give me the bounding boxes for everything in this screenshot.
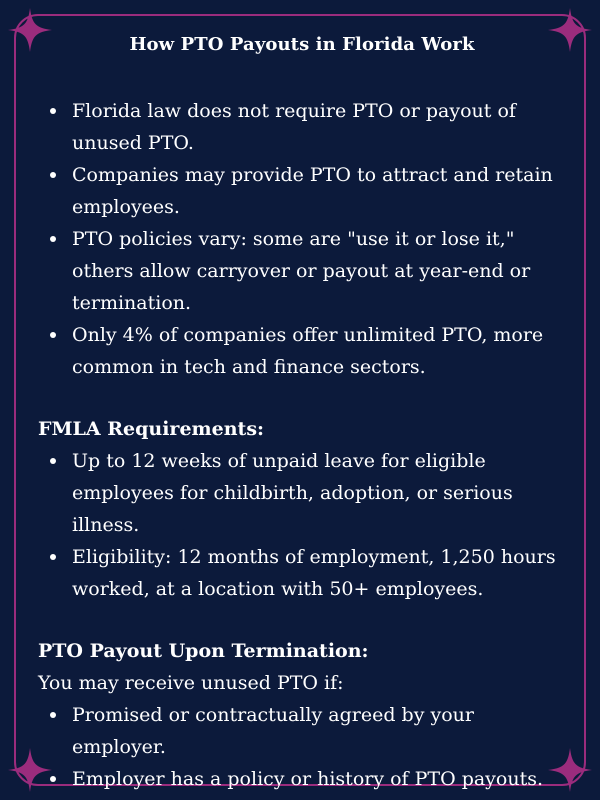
page-title: How PTO Payouts in Florida Work — [129, 34, 475, 55]
section-spacer — [38, 605, 566, 635]
list-item: PTO policies vary: some are "use it or lose it," others allow carryover or payout at year-end or termination. — [72, 223, 566, 319]
list-item: Florida law does not require PTO or payout of unused PTO. — [72, 95, 566, 159]
list-item: Only 4% of companies offer unlimited PTO, more common in tech and finance sectors. — [72, 319, 566, 383]
list-item: Up to 12 weeks of unpaid leave for eligible employees for childbirth, adoption, or serious illness. — [72, 445, 566, 541]
list-item: Promised or contractually agreed by your employer. — [72, 699, 566, 763]
termination-bullet-list — [38, 699, 566, 795]
section-spacer — [38, 383, 566, 413]
termination-intro: You may receive unused PTO if: — [38, 672, 344, 694]
termination-heading: PTO Payout Upon Termination: — [38, 640, 369, 662]
document-content — [38, 34, 566, 795]
list-item: Employer has a policy or history of PTO payouts. — [72, 763, 566, 795]
intro-bullet-list — [38, 95, 566, 383]
fmla-bullet-list — [38, 445, 566, 605]
list-item: Companies may provide PTO to attract and retain employees. — [72, 159, 566, 223]
list-item: Eligibility: 12 months of employment, 1,250 hours worked, at a location with 50+ employees. — [72, 541, 566, 605]
fmla-heading: FMLA Requirements: — [38, 418, 265, 440]
